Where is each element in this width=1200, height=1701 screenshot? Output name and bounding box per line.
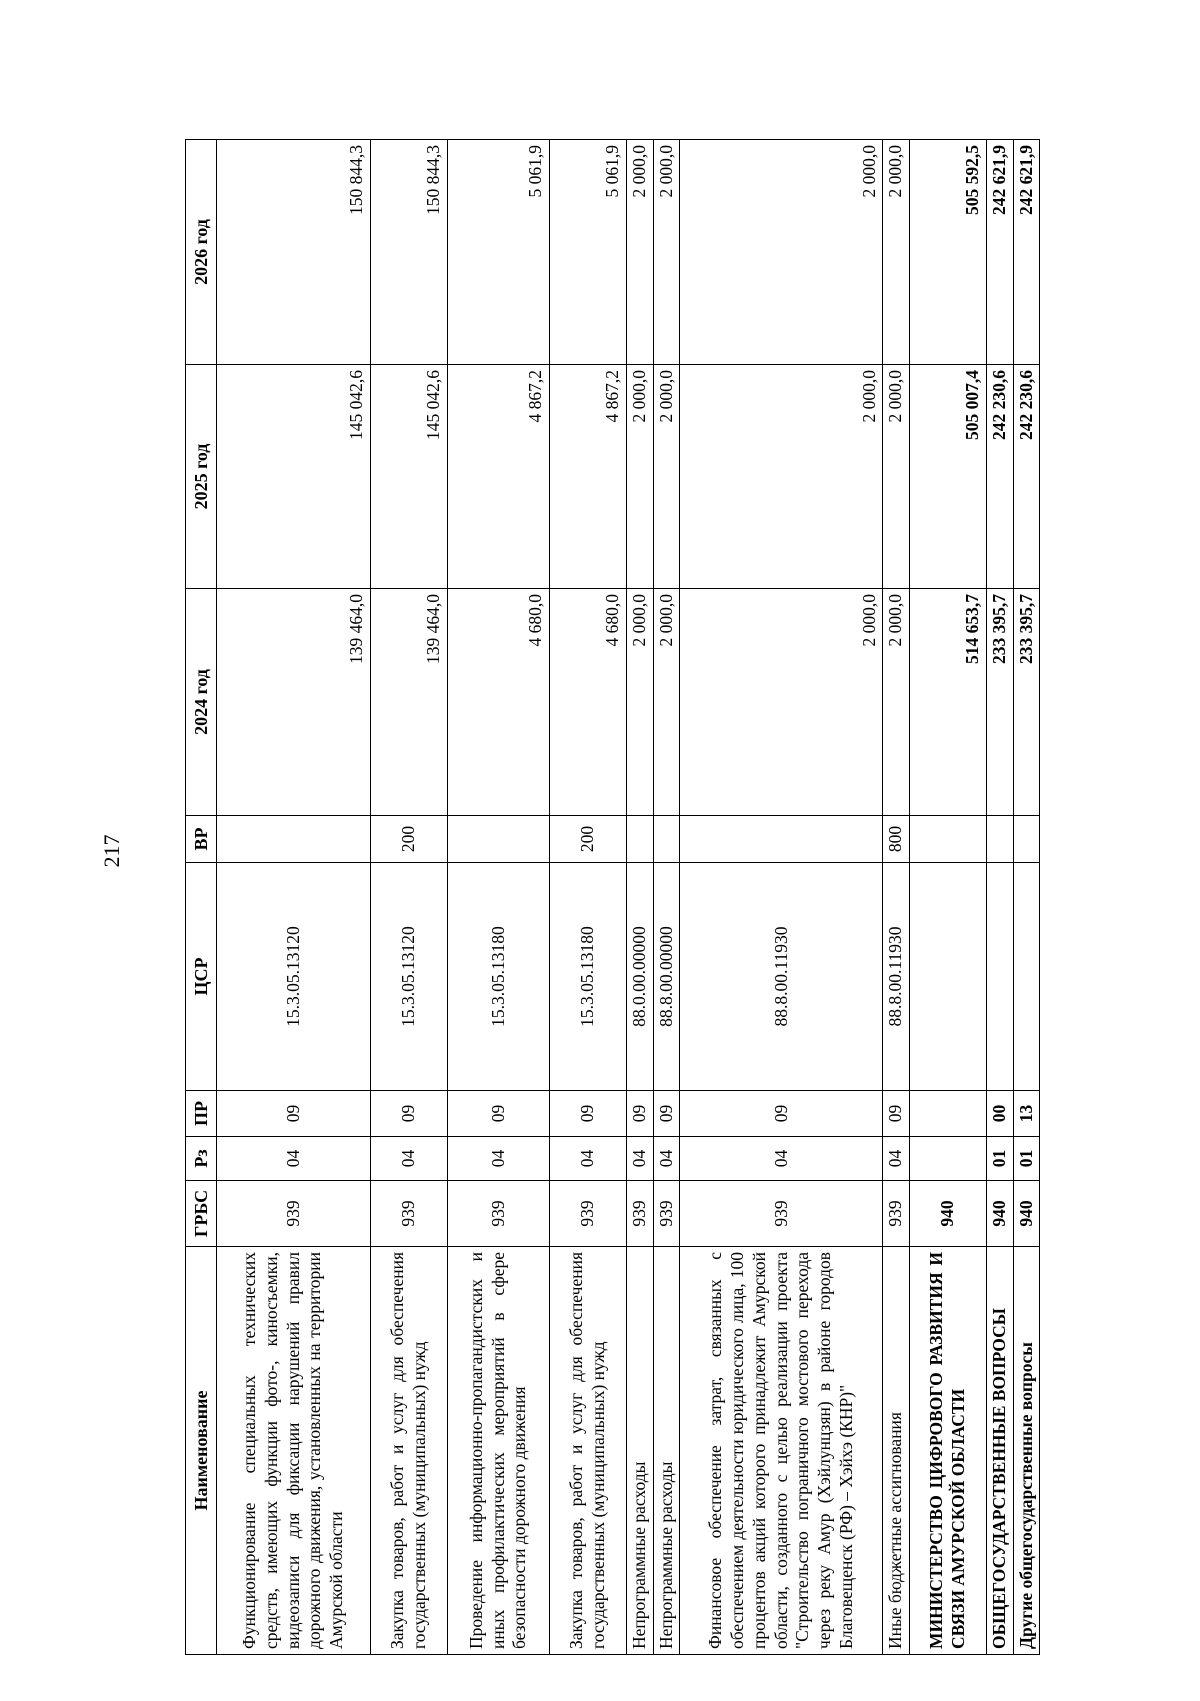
header-2026: 2026 год	[186, 140, 217, 365]
row-2026: 150 844,3	[371, 140, 448, 365]
row-2025: 4 867,2	[448, 365, 550, 589]
row-name: Закупка товаров, работ и услуг для обеспечения государственных (муниципальных) нужд	[371, 1247, 448, 1655]
row-vr	[680, 816, 883, 863]
row-vr	[1013, 816, 1040, 863]
row-csr: 15.3.05.13180	[448, 863, 550, 1091]
row-pr: 09	[883, 1091, 910, 1137]
row-2026: 2 000,0	[680, 140, 883, 365]
row-csr: 88.8.00.11930	[680, 863, 883, 1091]
row-name: Финансовое обеспечение затрат, связанных с обеспечением деятельности юридического лица, 100 процентов акций которого принадлежит Амурской области, созданного с целью реализации проекта "Строительство пограничного мостового перехода через реку Амур (Хэйлунцзян) в районе городов Благовещенск (РФ) – Хэйхэ (КНР)"	[680, 1247, 883, 1655]
row-2024: 2 000,0	[627, 589, 654, 816]
row-pr: 09	[627, 1091, 654, 1137]
table-row	[550, 140, 627, 1655]
row-vr	[653, 816, 680, 863]
row-name: Непрограммные расходы	[653, 1247, 680, 1655]
row-rz: 04	[680, 1137, 883, 1181]
row-rz: 01	[1013, 1137, 1040, 1181]
row-grbs: 940	[987, 1181, 1014, 1247]
row-grbs: 939	[680, 1181, 883, 1247]
row-vr	[627, 816, 654, 863]
row-2026: 2 000,0	[883, 140, 910, 365]
row-pr: 09	[680, 1091, 883, 1137]
row-2025: 2 000,0	[627, 365, 654, 589]
row-pr: 09	[217, 1091, 371, 1137]
table-row	[883, 140, 910, 1655]
row-2024: 4 680,0	[550, 589, 627, 816]
row-2025: 2 000,0	[653, 365, 680, 589]
row-2024: 2 000,0	[653, 589, 680, 816]
row-2025: 242 230,6	[987, 365, 1014, 589]
row-name: МИНИСТЕРСТВО ЦИФРОВОГО РАЗВИТИЯ И СВЯЗИ АМУРСКОЙ ОБЛАСТИ	[910, 1247, 987, 1655]
row-grbs: 939	[550, 1181, 627, 1247]
row-grbs: 939	[448, 1181, 550, 1247]
row-vr	[217, 816, 371, 863]
row-grbs: 939	[883, 1181, 910, 1247]
row-rz: 04	[448, 1137, 550, 1181]
row-name: ОБЩЕГОСУДАРСТВЕННЫЕ ВОПРОСЫ	[987, 1247, 1014, 1655]
row-csr	[987, 863, 1014, 1091]
row-grbs: 939	[371, 1181, 448, 1247]
row-2026: 505 592,5	[910, 140, 987, 365]
row-grbs: 939	[653, 1181, 680, 1247]
row-2024: 2 000,0	[883, 589, 910, 816]
row-grbs: 939	[217, 1181, 371, 1247]
row-name: Другие общегосударственные вопросы	[1013, 1247, 1040, 1655]
header-grbs: ГРБС	[186, 1181, 217, 1247]
row-name: Иные бюджетные ассигнования	[883, 1247, 910, 1655]
row-csr: 88.0.00.00000	[627, 863, 654, 1091]
row-2026: 2 000,0	[653, 140, 680, 365]
row-csr: 88.8.00.11930	[883, 863, 910, 1091]
table-row	[910, 140, 987, 1655]
row-rz: 04	[627, 1137, 654, 1181]
row-rz: 04	[883, 1137, 910, 1181]
row-name: Непрограммные расходы	[627, 1247, 654, 1655]
table-row	[680, 140, 883, 1655]
row-2024: 514 653,7	[910, 589, 987, 816]
row-2024: 4 680,0	[448, 589, 550, 816]
row-pr: 00	[987, 1091, 1014, 1137]
row-2024: 139 464,0	[217, 589, 371, 816]
table-row	[371, 140, 448, 1655]
row-pr: 09	[550, 1091, 627, 1137]
row-2025: 2 000,0	[680, 365, 883, 589]
row-2024: 233 395,7	[987, 589, 1014, 816]
header-vr: ВР	[186, 816, 217, 863]
row-2026: 5 061,9	[448, 140, 550, 365]
table-row	[653, 140, 680, 1655]
row-2025: 145 042,6	[217, 365, 371, 589]
header-csr: ЦСР	[186, 863, 217, 1091]
table-row	[1013, 140, 1040, 1655]
row-2024: 233 395,7	[1013, 589, 1040, 816]
table-row	[448, 140, 550, 1655]
row-2024: 139 464,0	[371, 589, 448, 816]
table-row	[217, 140, 371, 1655]
row-csr: 15.3.05.13120	[371, 863, 448, 1091]
row-vr: 200	[371, 816, 448, 863]
row-vr	[448, 816, 550, 863]
row-rz: 04	[217, 1137, 371, 1181]
row-vr	[910, 816, 987, 863]
row-vr: 800	[883, 816, 910, 863]
row-2026: 242 621,9	[1013, 140, 1040, 365]
row-rz: 04	[550, 1137, 627, 1181]
row-2025: 145 042,6	[371, 365, 448, 589]
row-2026: 2 000,0	[627, 140, 654, 365]
row-csr	[910, 863, 987, 1091]
header-rz: Рз	[186, 1137, 217, 1181]
page-number: 217	[99, 834, 124, 868]
budget-table	[185, 139, 1040, 1655]
row-2024: 2 000,0	[680, 589, 883, 816]
row-name: Функционирование специальных технических средств, имеющих функции фото-, киносъемки, видеозаписи для фиксации нарушений правил дорожного движения, установленных на территории Амурской области	[217, 1247, 371, 1655]
row-rz: 04	[653, 1137, 680, 1181]
row-2026: 150 844,3	[217, 140, 371, 365]
row-csr: 15.3.05.13120	[217, 863, 371, 1091]
header-name: Наименование	[186, 1247, 217, 1655]
row-2026: 5 061,9	[550, 140, 627, 365]
row-pr	[910, 1091, 987, 1137]
row-csr: 15.3.05.13180	[550, 863, 627, 1091]
row-grbs: 939	[627, 1181, 654, 1247]
row-2025: 2 000,0	[883, 365, 910, 589]
row-pr: 09	[653, 1091, 680, 1137]
row-name: Проведение информационно-пропагандистских и иных профилактических мероприятий в сфере безопасности дорожного движения	[448, 1247, 550, 1655]
row-pr: 09	[448, 1091, 550, 1137]
row-2025: 242 230,6	[1013, 365, 1040, 589]
row-2025: 4 867,2	[550, 365, 627, 589]
row-vr	[987, 816, 1014, 863]
row-grbs: 940	[910, 1181, 987, 1247]
row-rz	[910, 1137, 987, 1181]
table-row	[987, 140, 1014, 1655]
row-pr: 09	[371, 1091, 448, 1137]
row-name: Закупка товаров, работ и услуг для обеспечения государственных (муниципальных) нужд	[550, 1247, 627, 1655]
table-header-row	[186, 140, 217, 1655]
row-vr: 200	[550, 816, 627, 863]
row-csr: 88.8.00.00000	[653, 863, 680, 1091]
row-pr: 13	[1013, 1091, 1040, 1137]
row-rz: 04	[371, 1137, 448, 1181]
row-2025: 505 007,4	[910, 365, 987, 589]
header-pr: ПР	[186, 1091, 217, 1137]
row-rz: 01	[987, 1137, 1014, 1181]
table-row	[627, 140, 654, 1655]
header-2024: 2024 год	[186, 589, 217, 816]
row-2026: 242 621,9	[987, 140, 1014, 365]
row-grbs: 940	[1013, 1181, 1040, 1247]
rotated-table-container	[185, 140, 1065, 1655]
header-2025: 2025 год	[186, 365, 217, 589]
row-csr	[1013, 863, 1040, 1091]
